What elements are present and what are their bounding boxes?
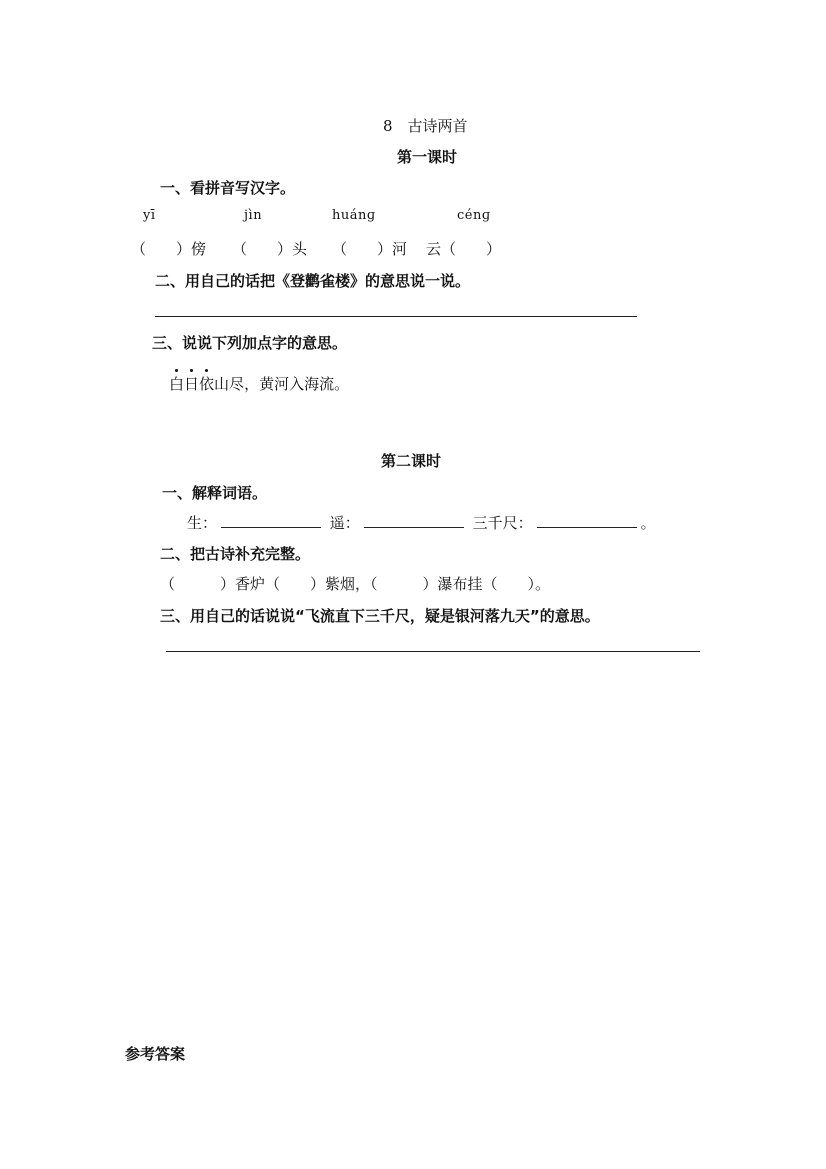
p2-q3-label: 三、用自己的话说说“飞流直下三千尺，疑是银河落九天”的意思。 [160, 607, 600, 625]
dotted-char: 依 [199, 375, 215, 393]
p2-q1-label: 一、解释词语。 [162, 484, 268, 502]
p1-q1-label: 一、看拼音写汉字。 [160, 179, 296, 197]
vocab-period: 。 [640, 514, 656, 532]
pinyin-3: huánɡ [332, 208, 376, 223]
poem-fill-line[interactable]: （ ）香炉（ ）紫烟，（ ）瀑布挂（ ）。 [160, 575, 551, 593]
answer-line-1[interactable] [155, 316, 637, 317]
vocab-blank[interactable] [537, 513, 637, 528]
pinyin-2: jìn [244, 208, 263, 223]
pinyin-4: cénɡ [457, 208, 491, 223]
dotted-char: 白 [169, 375, 185, 393]
poem-text: ，黄河入海流。 [244, 375, 350, 393]
vocab-sheng: 生： [187, 514, 218, 532]
dotted-char: 日 [184, 375, 200, 393]
poem-text: 山 [214, 375, 230, 393]
pinyin-1: yī [143, 208, 156, 223]
vocab-row [187, 512, 656, 533]
blank-3[interactable]: （ ）河 [332, 240, 408, 258]
vocab-sanqianchi: 三千尺： [472, 514, 533, 532]
period1-heading: 第一课时 [397, 148, 458, 166]
blank-4[interactable]: 云（ ） [426, 240, 502, 258]
p1-q3-label: 三、说说下列加点字的意思。 [152, 334, 348, 352]
lesson-title: 8 古诗两首 [383, 117, 468, 135]
p2-q2-label: 二、把古诗补充完整。 [160, 545, 311, 563]
vocab-blank[interactable] [221, 513, 321, 528]
vocab-yao: 遥： [329, 514, 360, 532]
vocab-blank[interactable] [364, 513, 464, 528]
p1-q2-label: 二、用自己的话把《登鹳雀楼》的意思说一说。 [155, 272, 471, 290]
blank-2[interactable]: （ ）头 [232, 240, 308, 258]
answers-heading: 参考答案 [125, 1045, 186, 1063]
poem-text-char: 尽 [229, 375, 245, 393]
answer-line-2[interactable] [166, 651, 700, 652]
poem-line [169, 373, 349, 394]
blank-1[interactable]: （ ）傍 [131, 240, 207, 258]
period2-heading: 第二课时 [381, 452, 442, 470]
